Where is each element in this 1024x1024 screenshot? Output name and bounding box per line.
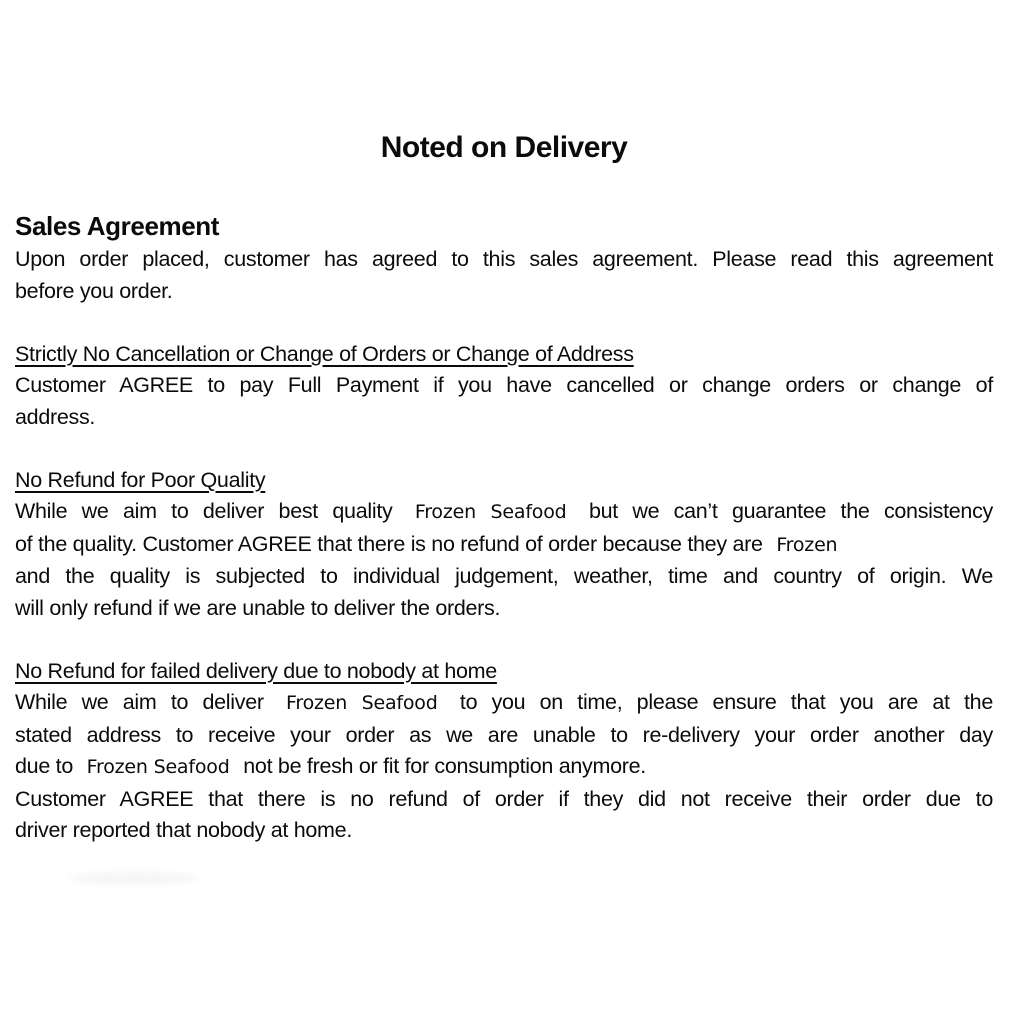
section-heading: Strictly No Cancellation or Change of Orders or Change of Address	[15, 341, 634, 366]
text-line	[15, 593, 993, 625]
text-segment: Customer AGREE to pay Full Payment if you have cancelled or change orders or change of	[15, 373, 993, 397]
pasted-product-label: Frozen	[776, 533, 838, 556]
text-segment: Customer AGREE that there is no refund of order if they did not receive their order due to	[15, 786, 993, 811]
text-line	[15, 784, 993, 816]
text-line	[15, 276, 993, 308]
text-segment: due to	[15, 754, 73, 778]
text-segment: While we aim to deliver	[15, 690, 264, 714]
text-line	[15, 402, 993, 434]
paragraph	[15, 687, 993, 784]
page-title: Noted on Delivery	[380, 131, 628, 164]
section-no-cancellation	[15, 339, 993, 434]
document-sections	[15, 208, 993, 847]
text-segment: Upon order placed, customer has agreed to this sales agreement. Please read this agreement	[15, 247, 993, 271]
paragraph	[15, 370, 993, 433]
text-segment: of the quality. Customer AGREE that there is no refund of order because they are	[15, 531, 763, 556]
pasted-product-label: Frozen Seafood	[286, 692, 438, 714]
paragraph	[15, 496, 993, 624]
text-segment: While we aim to deliver best quality	[15, 499, 393, 523]
text-segment: address.	[15, 404, 96, 429]
text-segment: stated address to receive your order as we are unable to re-delivery your order another day	[15, 722, 993, 747]
text-segment: to you on time, please ensure that you are at the	[459, 690, 993, 714]
pasted-product-label: Frozen Seafood	[414, 501, 567, 523]
text-segment: not be fresh or fit for consumption anymore.	[243, 754, 646, 778]
section-heading: Sales Agreement	[15, 211, 220, 241]
text-line	[15, 244, 993, 276]
text-line	[15, 815, 993, 847]
paragraph	[15, 244, 993, 307]
text-line	[15, 529, 993, 562]
text-segment: will only refund if we are unable to deliver the orders.	[15, 595, 501, 620]
section-no-refund-poor-quality	[15, 465, 993, 625]
text-segment: driver reported that nobody at home.	[15, 818, 352, 842]
text-segment: and the quality is subjected to individual judgement, weather, time and country of origin. We	[15, 564, 993, 588]
text-line	[15, 370, 993, 402]
section-sales-agreement	[15, 208, 993, 307]
section-no-refund-failed-delivery	[15, 656, 993, 847]
text-line	[15, 720, 993, 752]
text-line	[15, 496, 993, 529]
text-line	[15, 561, 993, 593]
text-segment: but we can’t guarantee the consistency	[588, 499, 993, 523]
paragraph	[15, 784, 993, 847]
section-heading: No Refund for failed delivery due to nobody at home	[15, 658, 497, 683]
section-heading: No Refund for Poor Quality	[15, 467, 266, 492]
text-line	[15, 751, 993, 784]
pasted-product-label: Frozen Seafood	[86, 756, 230, 778]
text-line	[15, 687, 993, 720]
erased-text-artifact	[68, 872, 198, 885]
text-segment: before you order.	[15, 278, 173, 303]
